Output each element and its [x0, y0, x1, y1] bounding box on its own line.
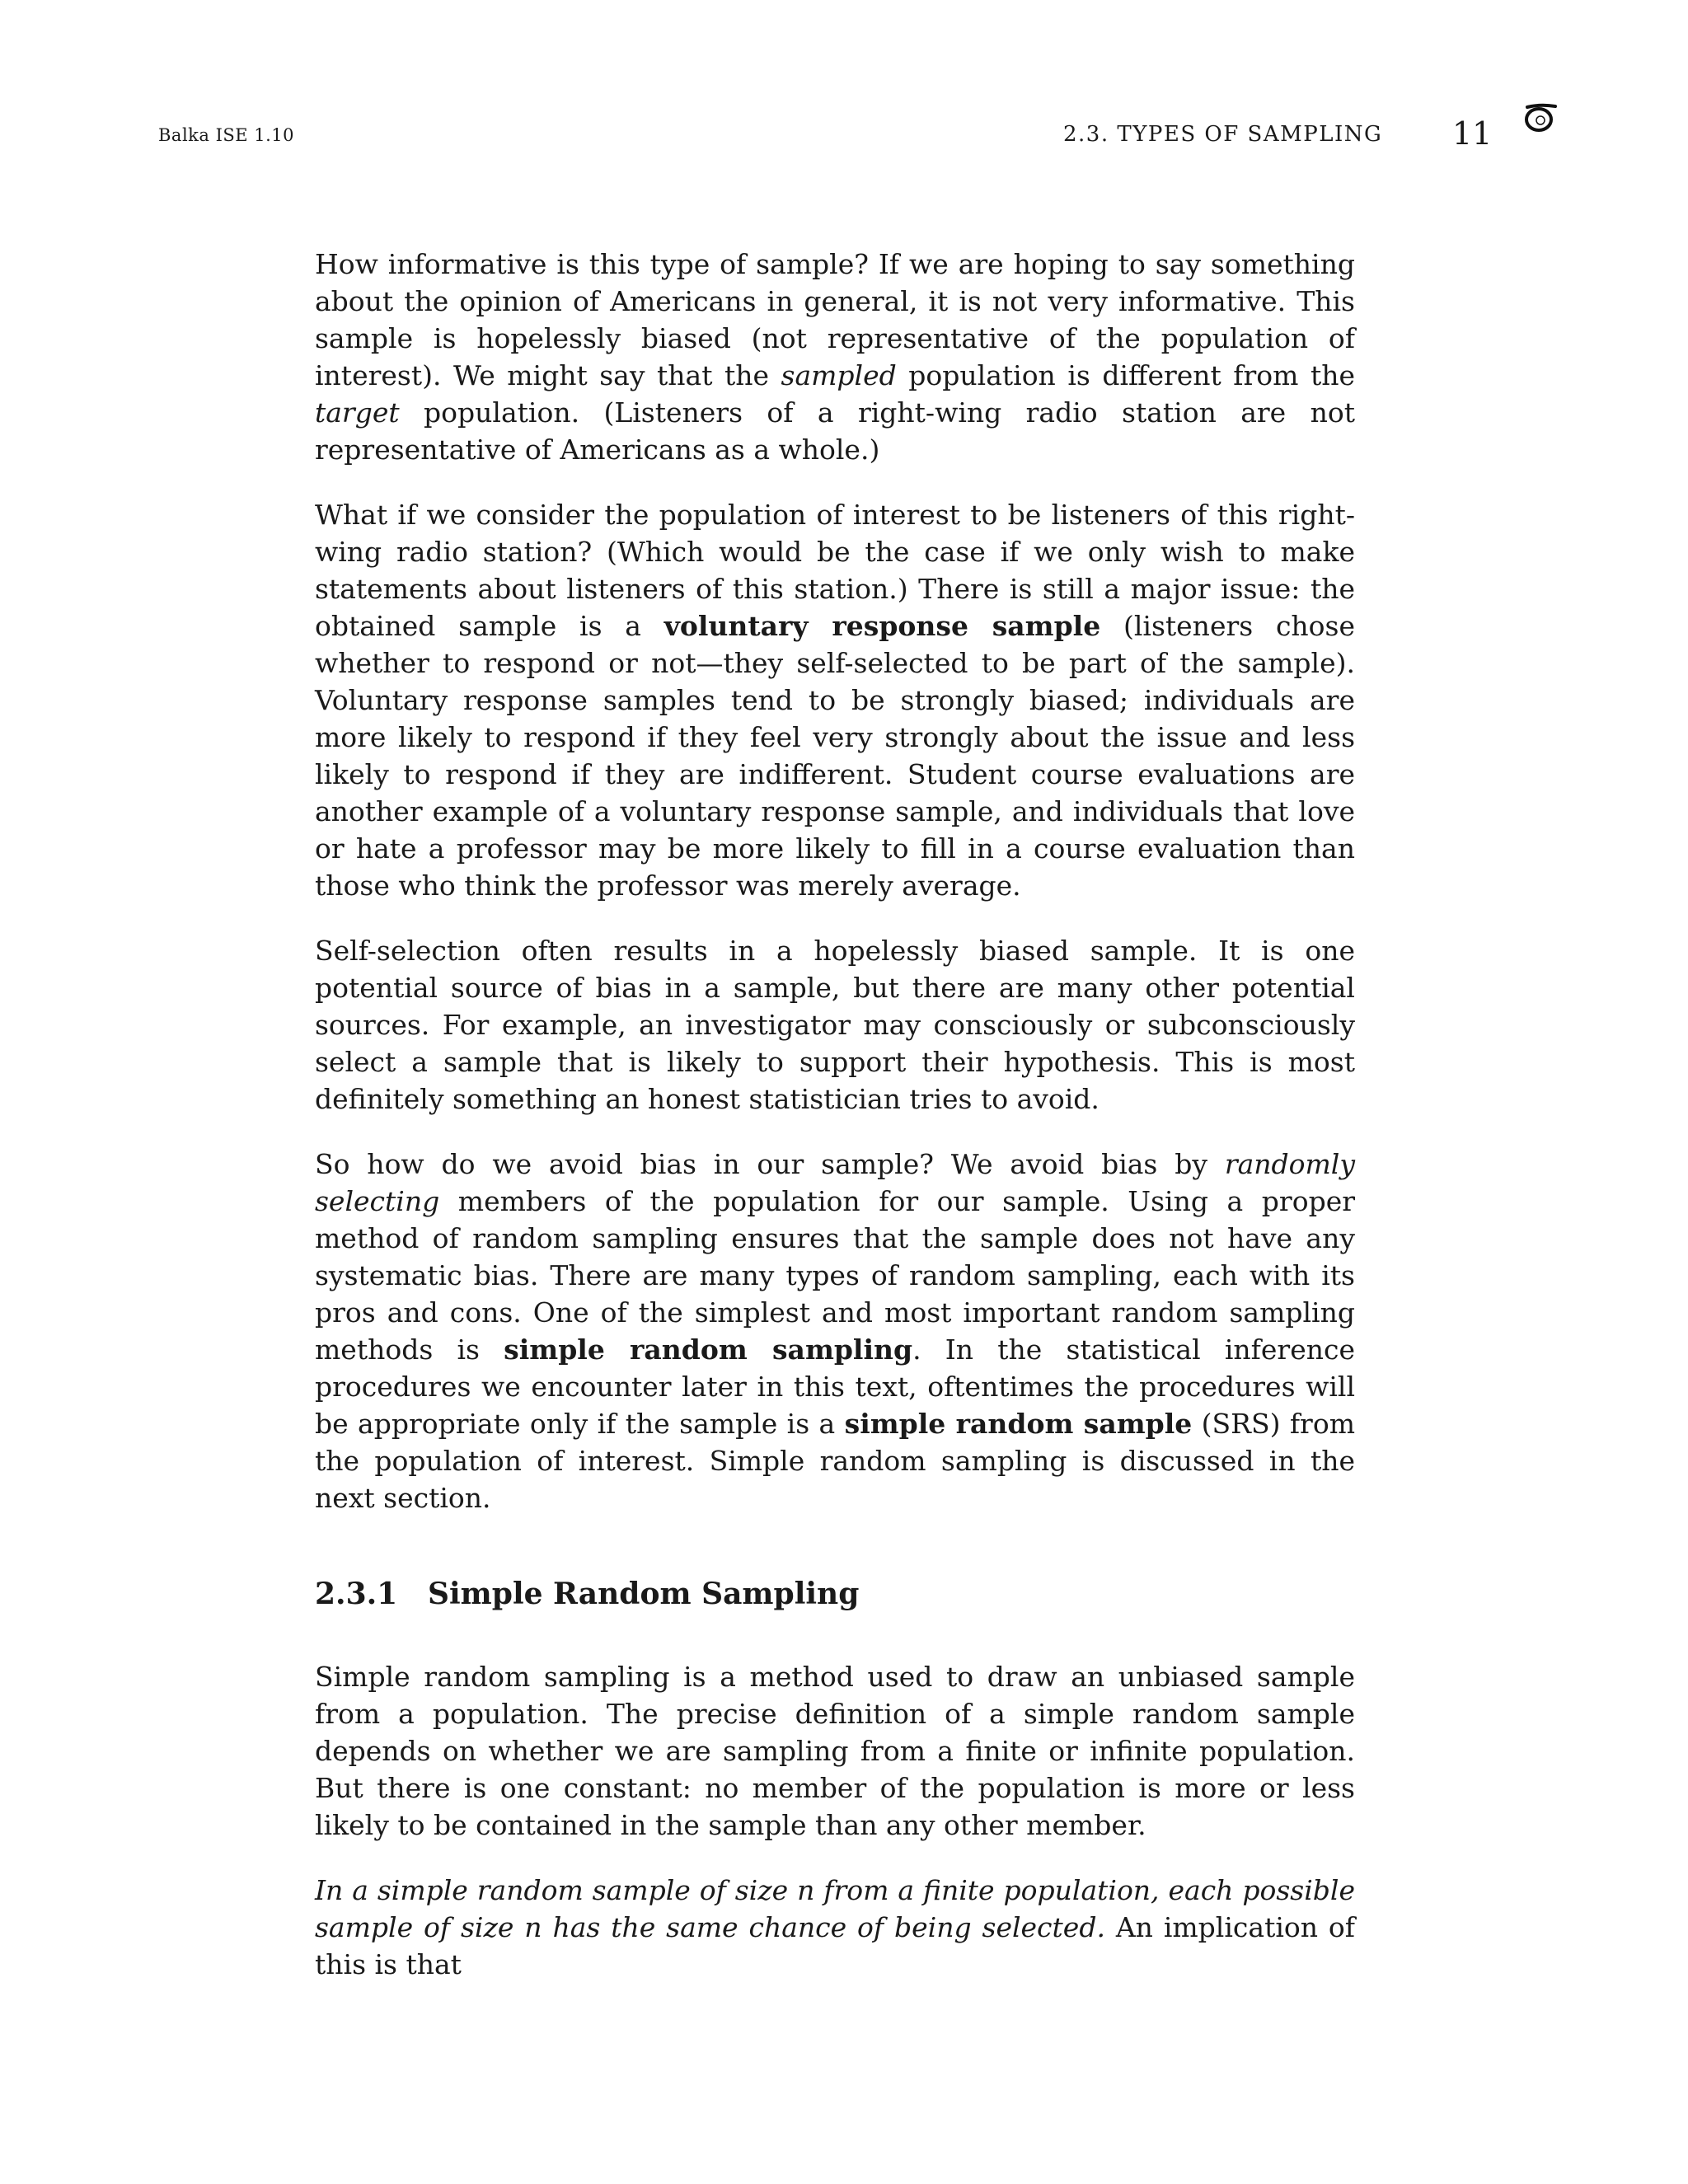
section-title: Simple Random Sampling	[428, 1577, 860, 1611]
paragraph-6: In a simple random sample of size n from a finite population, each possible sample of size n has the same chance of being selected. An implication of this is that	[315, 1874, 1355, 1980]
term-simple-random-sampling: simple random sampling	[504, 1333, 913, 1366]
page-number: 11	[1452, 115, 1493, 152]
running-head-left: Balka ISE 1.10	[158, 125, 295, 145]
paragraph-3: Self-selection often results in a hopelessly biased sample. It is one potential source of bias in a sample, but there are many other potential sources. For example, an investigator may consciously or subconsciously select a sample that is likely to support their hypothesis. This is most definitely something an honest statistician tries to avoid.	[315, 935, 1355, 1115]
section-number: 2.3.1	[315, 1577, 398, 1611]
sigma-logo-icon	[1521, 99, 1559, 137]
emphasis-target: target	[315, 396, 400, 429]
term-simple-random-sample: simple random sample	[844, 1408, 1193, 1440]
term-voluntary-response-sample: voluntary response sample	[663, 610, 1101, 642]
definition-srs: In a simple random sample of size n from a finite population, each possible sample of size n has the same chance of being selected.	[315, 1874, 1355, 1943]
emphasis-sampled: sampled	[781, 359, 897, 391]
paragraph-1: How informative is this type of sample? If we are hoping to say something about the opinion of Americans in general, it is not very informative. This sample is hopelessly biased (not representative of the population of interest). We might say that the sampled population is different from the target population. (Listeners of a right-wing radio station are not representative of Americans as a whole.)	[315, 248, 1356, 466]
emphasis-randomly-selecting: randomly selecting	[315, 1148, 1355, 1217]
paragraph-5: Simple random sampling is a method used to draw an unbiased sample from a population. The precise definition of a simple random sample depends on whether we are sampling from a finite or infinite population. But there is one constant: no member of the population is more or less likely to be contained in the sample than any other member.	[315, 1661, 1355, 1841]
section-heading	[315, 1574, 1355, 1614]
paragraph-2: What if we consider the population of interest to be listeners of this right-wing radio station? (Which would be the case if we only wish to make statements about listeners of this station.) There is still a major issue: the obtained sample is a voluntary response sample (listeners chose whether to respond or not—they self-selected to be part of the sample). Voluntary response samples tend to be strongly biased; individuals are more likely to respond if they feel very strongly about the issue and less likely to respond if they are indifferent. Student course evaluations are another example of a voluntary response sample, and individuals that love or hate a professor may be more likely to fill in a course evaluation than those who think the professor was merely average.	[315, 499, 1356, 902]
running-head-section: 2.3. TYPES OF SAMPLING	[1063, 122, 1383, 147]
page-body	[315, 246, 1355, 2011]
paragraph-4: So how do we avoid bias in our sample? We avoid bias by randomly selecting members of the population for our sample. Using a proper method of random sampling ensures that the sample does not have any systematic bias. There are many types of random sampling, each with its pros and cons. One of the simplest and most important random sampling methods is simple random sampling. In the statistical inference procedures we encounter later in this text, oftentimes the procedures will be appropriate only if the sample is a simple random sample (SRS) from the population of interest. Simple random sampling is discussed in the next section.	[315, 1148, 1355, 1514]
